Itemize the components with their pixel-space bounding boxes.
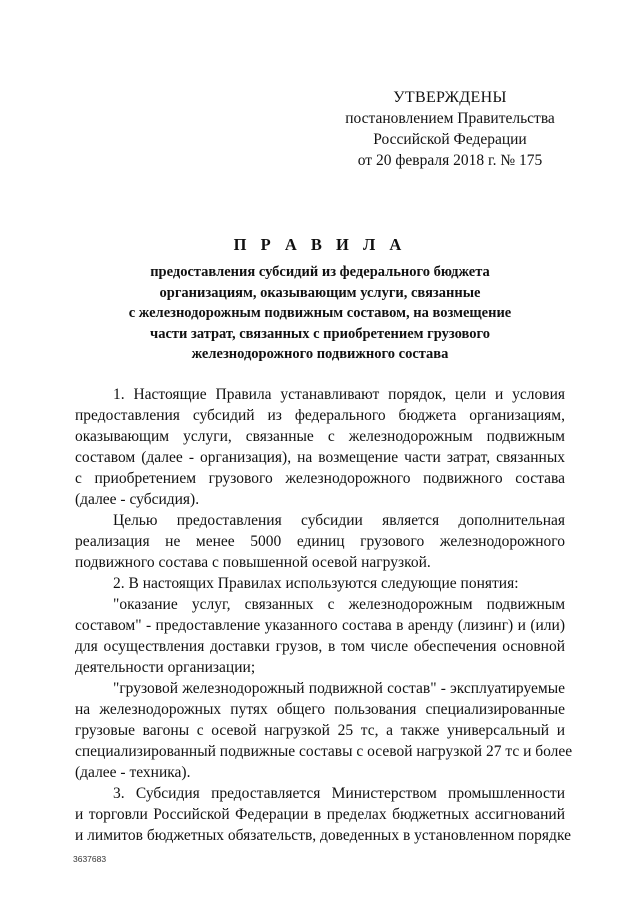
body-line: специализированный подвижные составы с осевой нагрузкой 27 тс и более	[75, 743, 573, 760]
document-body	[75, 384, 573, 846]
body-line: оказывающим услуги, связанные с железнодорожным подвижным	[75, 428, 565, 445]
subtitle-line: организациям, оказывающим услуги, связанные	[159, 284, 481, 301]
body-line: "оказание услуг, связанных с железнодорожным подвижным	[113, 596, 565, 613]
body-line: подвижного состава с повышенной осевой нагрузкой.	[75, 554, 431, 571]
body-line: (далее - субсидия).	[75, 491, 200, 508]
body-line: предоставления субсидий из федерального бюджета организациям,	[75, 407, 565, 424]
approval-decree-line: постановлением Правительства	[345, 110, 555, 127]
approval-authority-line: Российской Федерации	[373, 131, 527, 148]
body-line: составом (далее - организация), на возмещение части затрат, связанных	[75, 449, 565, 466]
body-line: (далее - техника).	[75, 764, 191, 781]
approval-block	[320, 87, 580, 171]
body-line: реализация не менее 5000 единиц грузового железнодорожного	[75, 533, 565, 550]
body-line: 1. Настоящие Правила устанавливают порядок, цели и условия	[113, 386, 565, 403]
body-line: с приобретением грузового железнодорожного подвижного состава	[75, 470, 565, 487]
document-title: П Р А В И Л А	[233, 235, 407, 254]
body-line: составом" - предоставление указанного состава в аренду (лизинг) и (или)	[75, 617, 565, 634]
body-line: "грузовой железнодорожный подвижной состав" - эксплуатируемые	[113, 680, 565, 697]
body-line: деятельности организации;	[75, 659, 256, 676]
approval-date-number-line: от 20 февраля 2018 г. № 175	[357, 152, 543, 169]
subtitle-line: части затрат, связанных с приобретением грузового	[150, 325, 490, 342]
body-line: Целью предоставления субсидии является дополнительная	[113, 512, 565, 529]
body-line: 2. В настоящих Правилах используются следующие понятия:	[113, 575, 519, 592]
body-line: для осуществления доставки грузов, в том числе обеспечения основной	[75, 638, 565, 655]
body-line: грузовые вагоны с осевой нагрузкой 25 тс, а также универсальный и	[75, 722, 565, 739]
document-code: 3637683	[73, 854, 107, 864]
approval-heading: УТВЕРЖДЕНЫ	[393, 89, 507, 106]
document-subtitle	[110, 262, 530, 365]
subtitle-line: железнодорожного подвижного состава	[191, 346, 449, 362]
body-line: и торговли Российской Федерации в пределах бюджетных ассигнований	[75, 806, 565, 823]
body-line: 3. Субсидия предоставляется Министерством промышленности	[113, 785, 565, 802]
body-line: на железнодорожных путях общего пользования специализированные	[75, 701, 565, 718]
body-line: и лимитов бюджетных обязательств, доведенных в установленном порядке	[75, 827, 571, 844]
subtitle-line: с железнодорожным подвижным составом, на возмещение	[128, 305, 512, 321]
subtitle-line: предоставления субсидий из федерального бюджета	[150, 264, 490, 280]
